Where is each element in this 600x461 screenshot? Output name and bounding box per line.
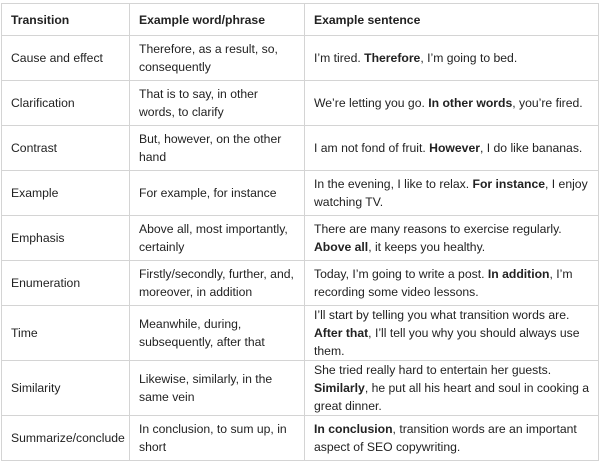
cell-transition: Clarification	[2, 81, 130, 126]
table-row	[2, 216, 599, 261]
sentence-text: , I’ll tell you why you should always use them.	[314, 326, 580, 358]
cell-transition: Summarize/conclude	[2, 416, 130, 461]
sentence-text: , I enjoy watching TV.	[314, 177, 588, 209]
sentence-text: I’m tired.	[314, 51, 365, 65]
cell-example-sentence	[305, 216, 599, 261]
sentence-text: We’re letting you go.	[314, 96, 429, 110]
table-row	[2, 361, 599, 416]
cell-transition: Time	[2, 306, 130, 361]
header-example-phrase: Example word/phrase	[130, 4, 305, 36]
cell-transition: Contrast	[2, 126, 130, 171]
cell-example-sentence	[305, 36, 599, 81]
cell-example-phrase: But, however, on the other hand	[130, 126, 305, 171]
cell-example-sentence	[305, 126, 599, 171]
cell-example-phrase: Therefore, as a result, so, consequently	[130, 36, 305, 81]
cell-example-sentence	[305, 306, 599, 361]
sentence-text: , I do like bananas.	[479, 141, 583, 155]
table-body	[2, 36, 599, 461]
transition-word-highlight: In other words	[428, 96, 513, 110]
sentence-text: In the evening, I like to relax.	[314, 177, 473, 191]
sentence-text: There are many reasons to exercise regularly.	[314, 222, 562, 236]
transition-word-highlight: Therefore	[364, 51, 421, 65]
cell-example-sentence	[305, 261, 599, 306]
cell-example-phrase: Firstly/secondly, further, and, moreover, in addition	[130, 261, 305, 306]
table-row	[2, 126, 599, 171]
cell-example-sentence	[305, 416, 599, 461]
table-row	[2, 36, 599, 81]
transition-words-table-wrapper	[1, 3, 598, 461]
cell-example-phrase: Meanwhile, during, subsequently, after that	[130, 306, 305, 361]
table-row	[2, 416, 599, 461]
cell-example-sentence	[305, 171, 599, 216]
transition-words-table	[1, 3, 599, 461]
cell-transition: Enumeration	[2, 261, 130, 306]
cell-transition: Example	[2, 171, 130, 216]
cell-example-sentence	[305, 361, 599, 416]
transition-word-highlight: In conclusion	[314, 422, 393, 436]
table-row	[2, 306, 599, 361]
cell-example-phrase: In conclusion, to sum up, in short	[130, 416, 305, 461]
cell-example-phrase: Likewise, similarly, in the same vein	[130, 361, 305, 416]
transition-word-highlight: After that	[314, 326, 369, 340]
table-row	[2, 81, 599, 126]
transition-word-highlight: Above all	[314, 240, 369, 254]
transition-word-highlight: For instance	[472, 177, 545, 191]
sentence-text: Today, I’m going to write a post.	[314, 267, 488, 281]
sentence-text: , transition words are an important aspect of SEO copywriting.	[314, 422, 577, 454]
cell-example-sentence	[305, 81, 599, 126]
cell-example-phrase: For example, for instance	[130, 171, 305, 216]
sentence-text: She tried really hard to entertain her guests.	[314, 363, 552, 377]
cell-example-phrase: Above all, most importantly, certainly	[130, 216, 305, 261]
cell-transition: Similarity	[2, 361, 130, 416]
sentence-text: , it keeps you healthy.	[368, 240, 486, 254]
sentence-text: , I’m going to bed.	[420, 51, 518, 65]
transition-word-highlight: Similarly	[314, 381, 365, 395]
cell-transition: Cause and effect	[2, 36, 130, 81]
sentence-text: , you’re fired.	[512, 96, 583, 110]
table-row	[2, 261, 599, 306]
sentence-text: , I’m recording some video lessons.	[314, 267, 573, 299]
cell-example-phrase: That is to say, in other words, to clarify	[130, 81, 305, 126]
sentence-text: I am not fond of fruit.	[314, 141, 430, 155]
transition-word-highlight: However	[429, 141, 480, 155]
header-transition: Transition	[2, 4, 130, 36]
table-header	[2, 4, 599, 36]
header-row	[2, 4, 599, 36]
table-row	[2, 171, 599, 216]
transition-word-highlight: In addition	[487, 267, 550, 281]
header-example-sentence: Example sentence	[305, 4, 599, 36]
cell-transition: Emphasis	[2, 216, 130, 261]
sentence-text: I’ll start by telling you what transition words are.	[314, 308, 570, 322]
sentence-text: , he put all his heart and soul in cooking a great dinner.	[314, 381, 590, 413]
